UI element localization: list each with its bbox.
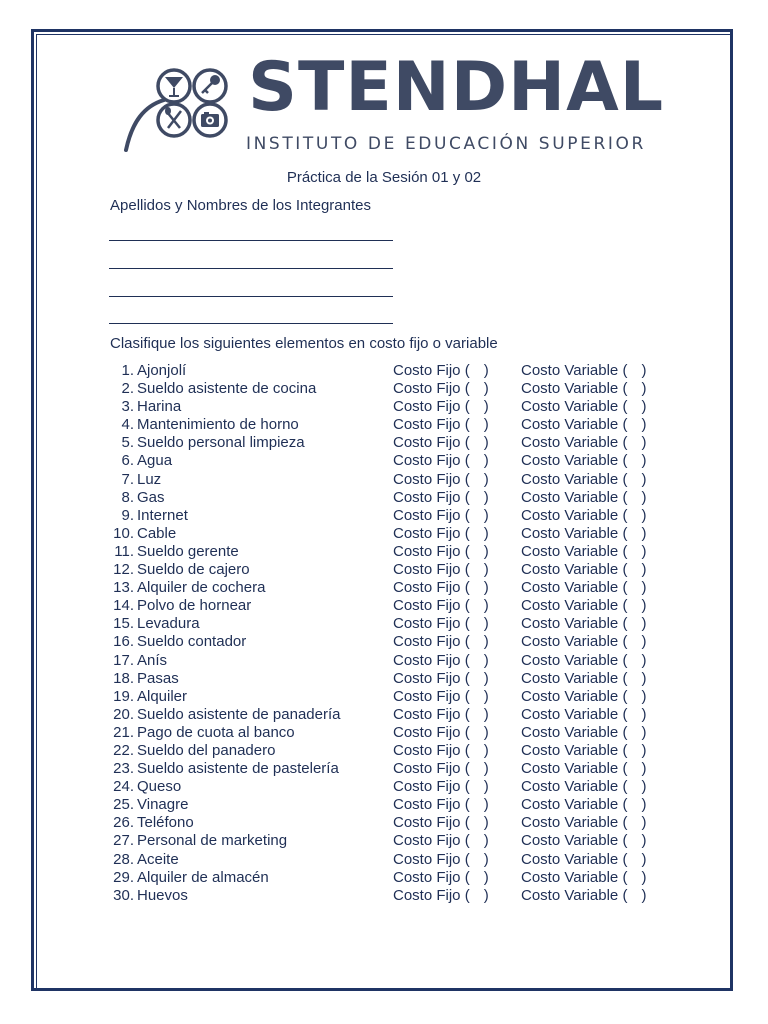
costo-fijo-option[interactable] [393, 362, 489, 380]
item-number: 2. [121, 380, 134, 398]
item-name: Sueldo asistente de panadería [137, 705, 341, 723]
costo-variable-label: Costo Variable ( [521, 886, 628, 904]
costo-fijo-close: ) [483, 362, 489, 379]
costo-variable-label: Costo Variable ( [521, 741, 628, 759]
costo-variable-close: ) [641, 868, 647, 886]
costo-fijo-label: Costo Fijo ( [393, 542, 470, 560]
costo-variable-close: ) [641, 452, 647, 470]
costo-fijo-label: Costo Fijo ( [393, 886, 470, 904]
list-item [110, 615, 670, 633]
item-name: Sueldo del panadero [137, 741, 276, 759]
costo-variable-option[interactable] [521, 507, 646, 525]
item-name: Harina [137, 398, 182, 416]
costo-variable-label: Costo Variable ( [521, 778, 628, 796]
costo-fijo-label: Costo Fijo ( [393, 615, 470, 633]
costo-variable-option[interactable] [521, 434, 646, 452]
list-item [110, 688, 670, 706]
item-number: 15. [113, 615, 134, 633]
costo-variable-option[interactable] [521, 652, 646, 670]
list-item [110, 362, 670, 380]
list-item [110, 452, 670, 470]
costo-fijo-close: ) [483, 416, 489, 434]
costo-fijo-close: ) [483, 886, 489, 904]
costo-variable-close: ) [641, 398, 647, 416]
item-number: 8. [121, 488, 134, 506]
costo-variable-option[interactable] [521, 615, 646, 633]
costo-fijo-close: ) [483, 615, 489, 633]
list-item [110, 489, 670, 507]
costo-variable-close: ) [641, 542, 647, 560]
stendhal-logo [120, 48, 665, 160]
costo-variable-label: Costo Variable ( [521, 542, 628, 560]
item-number: 23. [113, 760, 134, 778]
key-icon [202, 75, 220, 93]
item-name: Sueldo asistente de pastelería [137, 760, 339, 778]
costo-variable-label: Costo Variable ( [521, 832, 628, 850]
costo-variable-option[interactable] [521, 869, 646, 887]
costo-fijo-close: ) [483, 651, 489, 669]
list-item [110, 652, 670, 670]
costo-fijo-option[interactable] [393, 398, 489, 416]
item-name: Sueldo de cajero [137, 561, 250, 579]
page-title: Práctica de la Sesión 01 y 02 [286, 169, 482, 186]
item-number: 20. [113, 705, 134, 723]
item-name: Huevos [137, 886, 188, 904]
item-number: 7. [121, 470, 134, 488]
costo-variable-label: Costo Variable ( [521, 814, 628, 832]
instruction-text: Clasifique los siguientes elementos en costo fijo o variable [110, 335, 498, 352]
costo-variable-close: ) [641, 506, 647, 524]
costo-variable-label: Costo Variable ( [521, 452, 628, 470]
costo-fijo-option[interactable] [393, 525, 489, 543]
costo-fijo-label: Costo Fijo ( [393, 470, 470, 488]
item-name: Pago de cuota al banco [137, 723, 295, 741]
costo-fijo-label: Costo Fijo ( [393, 398, 470, 416]
costo-fijo-option[interactable] [393, 887, 489, 905]
costo-fijo-close: ) [483, 705, 489, 723]
item-name: Gas [137, 488, 165, 506]
costo-fijo-close: ) [483, 796, 489, 814]
costo-variable-option[interactable] [521, 814, 646, 832]
costo-fijo-close: ) [483, 380, 489, 398]
costo-variable-label: Costo Variable ( [521, 434, 628, 452]
costo-fijo-close: ) [483, 687, 489, 705]
list-item [110, 832, 670, 850]
list-item [110, 760, 670, 778]
member-name-line[interactable] [109, 323, 393, 324]
costo-variable-label: Costo Variable ( [521, 760, 628, 778]
costo-fijo-label: Costo Fijo ( [393, 380, 470, 398]
costo-fijo-option[interactable] [393, 597, 489, 615]
costo-fijo-option[interactable] [393, 579, 489, 597]
costo-fijo-option[interactable] [393, 742, 489, 760]
item-name: Sueldo gerente [137, 542, 239, 560]
item-name: Mantenimiento de horno [137, 416, 299, 434]
costo-variable-close: ) [641, 633, 647, 651]
costo-fijo-label: Costo Fijo ( [393, 362, 470, 379]
costo-variable-close: ) [641, 416, 647, 434]
costo-fijo-label: Costo Fijo ( [393, 723, 470, 741]
costo-variable-close: ) [641, 597, 647, 615]
item-number: 11. [114, 542, 134, 560]
costo-variable-option[interactable] [521, 887, 646, 905]
costo-variable-option[interactable] [521, 760, 646, 778]
costo-variable-option[interactable] [521, 489, 646, 507]
costo-fijo-label: Costo Fijo ( [393, 796, 470, 814]
costo-variable-label: Costo Variable ( [521, 687, 628, 705]
costo-variable-close: ) [641, 651, 647, 669]
item-name: Aceite [137, 850, 179, 868]
costo-fijo-option[interactable] [393, 832, 489, 850]
item-number: 29. [113, 868, 134, 886]
costo-variable-label: Costo Variable ( [521, 524, 628, 542]
item-number: 19. [113, 687, 134, 705]
costo-fijo-option[interactable] [393, 507, 489, 525]
cocktail-glass-icon [165, 77, 183, 97]
list-item [110, 851, 670, 869]
costo-fijo-label: Costo Fijo ( [393, 488, 470, 506]
item-number: 5. [121, 434, 134, 452]
costo-fijo-close: ) [483, 470, 489, 488]
costo-fijo-option[interactable] [393, 760, 489, 778]
costo-fijo-label: Costo Fijo ( [393, 687, 470, 705]
item-name: Alquiler de almacén [137, 868, 269, 886]
costo-fijo-label: Costo Fijo ( [393, 741, 470, 759]
costo-fijo-label: Costo Fijo ( [393, 832, 470, 850]
costo-fijo-option[interactable] [393, 778, 489, 796]
item-number: 12. [113, 561, 134, 579]
list-item [110, 706, 670, 724]
costo-variable-label: Costo Variable ( [521, 506, 628, 524]
costo-fijo-close: ) [483, 723, 489, 741]
logo-wordmark: STENDHAL [248, 48, 665, 127]
costo-variable-label: Costo Variable ( [521, 561, 628, 579]
list-item [110, 724, 670, 742]
costo-fijo-close: ) [483, 832, 489, 850]
list-item [110, 398, 670, 416]
costo-variable-close: ) [641, 760, 647, 778]
costo-variable-label: Costo Variable ( [521, 470, 628, 488]
costo-fijo-close: ) [483, 850, 489, 868]
costo-fijo-close: ) [483, 778, 489, 796]
list-item [110, 814, 670, 832]
item-number: 10. [113, 524, 134, 542]
costo-fijo-label: Costo Fijo ( [393, 597, 470, 615]
costo-variable-option[interactable] [521, 633, 646, 651]
costo-fijo-label: Costo Fijo ( [393, 778, 470, 796]
item-number: 26. [113, 814, 134, 832]
costo-variable-close: ) [641, 579, 647, 597]
costo-fijo-option[interactable] [393, 434, 489, 452]
item-number: 17. [113, 651, 134, 669]
costo-variable-label: Costo Variable ( [521, 705, 628, 723]
costo-fijo-label: Costo Fijo ( [393, 760, 470, 778]
costo-fijo-close: ) [483, 597, 489, 615]
list-item [110, 434, 670, 452]
camera-icon [201, 112, 219, 127]
costo-fijo-label: Costo Fijo ( [393, 651, 470, 669]
item-name: Alquiler de cochera [137, 579, 266, 597]
costo-variable-option[interactable] [521, 362, 646, 380]
costo-variable-close: ) [641, 850, 647, 868]
item-number: 27. [113, 832, 134, 850]
member-name-line[interactable] [109, 240, 393, 241]
costo-fijo-label: Costo Fijo ( [393, 705, 470, 723]
costo-variable-option[interactable] [521, 851, 646, 869]
costo-variable-option[interactable] [521, 452, 646, 470]
costo-variable-close: ) [641, 434, 647, 452]
costo-variable-label: Costo Variable ( [521, 723, 628, 741]
costo-variable-option[interactable] [521, 471, 646, 489]
costo-fijo-label: Costo Fijo ( [393, 452, 470, 470]
item-number: 13. [113, 579, 134, 597]
costo-variable-label: Costo Variable ( [521, 398, 628, 416]
item-number: 30. [113, 886, 134, 904]
members-label: Apellidos y Nombres de los Integrantes [110, 197, 371, 214]
costo-variable-label: Costo Variable ( [521, 868, 628, 886]
costo-fijo-option[interactable] [393, 561, 489, 579]
costo-variable-close: ) [641, 561, 647, 579]
costo-variable-close: ) [641, 615, 647, 633]
costo-variable-option[interactable] [521, 724, 646, 742]
costo-variable-option[interactable] [521, 796, 646, 814]
costo-variable-close: ) [641, 832, 647, 850]
costo-fijo-close: ) [483, 434, 489, 452]
fork-knife-icon [165, 107, 181, 128]
costo-fijo-option[interactable] [393, 814, 489, 832]
costo-variable-close: ) [641, 886, 647, 904]
costo-fijo-close: ) [483, 760, 489, 778]
list-item [110, 778, 670, 796]
costo-variable-label: Costo Variable ( [521, 669, 628, 687]
costo-variable-label: Costo Variable ( [521, 633, 628, 651]
item-name: Sueldo personal limpieza [137, 434, 305, 452]
costo-fijo-option[interactable] [393, 688, 489, 706]
item-name: Levadura [137, 615, 200, 633]
costo-variable-close: ) [641, 488, 647, 506]
item-name: Internet [137, 506, 188, 524]
list-item [110, 525, 670, 543]
costo-variable-option[interactable] [521, 561, 646, 579]
list-item [110, 796, 670, 814]
item-number: 16. [113, 633, 134, 651]
item-number: 1. [121, 362, 134, 379]
costo-fijo-close: ) [483, 868, 489, 886]
costo-variable-close: ) [641, 362, 647, 379]
costo-fijo-label: Costo Fijo ( [393, 561, 470, 579]
costo-variable-close: ) [641, 796, 647, 814]
costo-fijo-label: Costo Fijo ( [393, 506, 470, 524]
item-name: Sueldo contador [137, 633, 247, 651]
costo-fijo-close: ) [483, 398, 489, 416]
costo-fijo-label: Costo Fijo ( [393, 434, 470, 452]
member-name-line[interactable] [109, 296, 393, 297]
costo-variable-label: Costo Variable ( [521, 362, 628, 379]
costo-fijo-close: ) [483, 741, 489, 759]
costo-variable-option[interactable] [521, 832, 646, 850]
list-item [110, 416, 670, 434]
item-number: 22. [113, 741, 134, 759]
list-item [110, 869, 670, 887]
costo-fijo-close: ) [483, 524, 489, 542]
item-number: 21. [113, 723, 134, 741]
costo-fijo-label: Costo Fijo ( [393, 416, 470, 434]
item-number: 25. [113, 796, 134, 814]
costo-fijo-option[interactable] [393, 869, 489, 887]
costo-variable-option[interactable] [521, 579, 646, 597]
item-name: Pasas [137, 669, 179, 687]
costo-fijo-option[interactable] [393, 670, 489, 688]
costo-fijo-option[interactable] [393, 633, 489, 651]
costo-variable-close: ) [641, 741, 647, 759]
costo-fijo-label: Costo Fijo ( [393, 850, 470, 868]
costo-fijo-label: Costo Fijo ( [393, 669, 470, 687]
costo-fijo-label: Costo Fijo ( [393, 579, 470, 597]
costo-variable-close: ) [641, 687, 647, 705]
costo-variable-close: ) [641, 814, 647, 832]
item-number: 24. [113, 778, 134, 796]
item-name: Personal de marketing [137, 832, 288, 850]
item-name: Teléfono [137, 814, 194, 832]
costo-fijo-option[interactable] [393, 615, 489, 633]
costo-fijo-label: Costo Fijo ( [393, 633, 470, 651]
list-item [110, 471, 670, 489]
item-name: Queso [137, 778, 182, 796]
item-name: Anís [137, 651, 168, 669]
costo-variable-label: Costo Variable ( [521, 615, 628, 633]
costo-variable-option[interactable] [521, 742, 646, 760]
item-number: 18. [113, 669, 134, 687]
costo-variable-close: ) [641, 778, 647, 796]
costo-variable-close: ) [641, 705, 647, 723]
costo-fijo-option[interactable] [393, 796, 489, 814]
list-item [110, 742, 670, 760]
item-name: Luz [137, 470, 162, 488]
costo-variable-option[interactable] [521, 670, 646, 688]
costo-fijo-label: Costo Fijo ( [393, 814, 470, 832]
item-name: Ajonjolí [137, 362, 187, 379]
item-number: 9. [121, 506, 134, 524]
list-item [110, 507, 670, 525]
costo-variable-option[interactable] [521, 597, 646, 615]
costo-variable-label: Costo Variable ( [521, 488, 628, 506]
list-item [110, 543, 670, 561]
item-name: Sueldo asistente de cocina [137, 380, 317, 398]
costo-variable-label: Costo Variable ( [521, 850, 628, 868]
costo-fijo-close: ) [483, 814, 489, 832]
costo-fijo-close: ) [483, 542, 489, 560]
costo-fijo-label: Costo Fijo ( [393, 524, 470, 542]
logo-mark [120, 64, 240, 156]
item-name: Vinagre [137, 796, 189, 814]
cost-items-list [110, 362, 670, 905]
costo-fijo-close: ) [483, 506, 489, 524]
item-number: 4. [121, 416, 134, 434]
member-name-line[interactable] [109, 268, 393, 269]
costo-variable-close: ) [641, 470, 647, 488]
costo-fijo-label: Costo Fijo ( [393, 868, 470, 886]
item-number: 14. [113, 597, 134, 615]
item-name: Alquiler [137, 687, 188, 705]
costo-fijo-close: ) [483, 488, 489, 506]
list-item [110, 597, 670, 615]
costo-variable-option[interactable] [521, 706, 646, 724]
costo-fijo-option[interactable] [393, 416, 489, 434]
list-item [110, 380, 670, 398]
list-item [110, 579, 670, 597]
item-name: Cable [137, 524, 177, 542]
list-item [110, 561, 670, 579]
costo-fijo-close: ) [483, 579, 489, 597]
costo-variable-label: Costo Variable ( [521, 416, 628, 434]
costo-variable-option[interactable] [521, 398, 646, 416]
costo-variable-option[interactable] [521, 543, 646, 561]
costo-fijo-option[interactable] [393, 452, 489, 470]
costo-fijo-close: ) [483, 669, 489, 687]
costo-variable-close: ) [641, 723, 647, 741]
list-item [110, 670, 670, 688]
item-number: 6. [121, 452, 134, 470]
costo-variable-option[interactable] [521, 525, 646, 543]
costo-variable-option[interactable] [521, 380, 646, 398]
costo-fijo-option[interactable] [393, 706, 489, 724]
costo-variable-option[interactable] [521, 416, 646, 434]
costo-fijo-option[interactable] [393, 724, 489, 742]
costo-variable-label: Costo Variable ( [521, 796, 628, 814]
logo-subtitle: INSTITUTO DE EDUCACIÓN SUPERIOR [246, 134, 646, 154]
costo-fijo-close: ) [483, 452, 489, 470]
costo-variable-label: Costo Variable ( [521, 380, 628, 398]
costo-variable-label: Costo Variable ( [521, 579, 628, 597]
costo-variable-label: Costo Variable ( [521, 597, 628, 615]
item-number: 28. [113, 850, 134, 868]
costo-fijo-close: ) [483, 561, 489, 579]
costo-fijo-option[interactable] [393, 471, 489, 489]
costo-fijo-close: ) [483, 633, 489, 651]
costo-variable-option[interactable] [521, 688, 646, 706]
list-item [110, 633, 670, 651]
costo-variable-close: ) [641, 524, 647, 542]
costo-variable-option[interactable] [521, 778, 646, 796]
item-name: Agua [137, 452, 173, 470]
costo-fijo-option[interactable] [393, 489, 489, 507]
list-item [110, 887, 670, 905]
costo-variable-close: ) [641, 669, 647, 687]
costo-fijo-option[interactable] [393, 652, 489, 670]
costo-fijo-option[interactable] [393, 543, 489, 561]
costo-fijo-option[interactable] [393, 851, 489, 869]
costo-fijo-option[interactable] [393, 380, 489, 398]
item-number: 3. [121, 398, 134, 416]
costo-variable-label: Costo Variable ( [521, 651, 628, 669]
costo-variable-close: ) [641, 380, 647, 398]
item-name: Polvo de hornear [137, 597, 252, 615]
